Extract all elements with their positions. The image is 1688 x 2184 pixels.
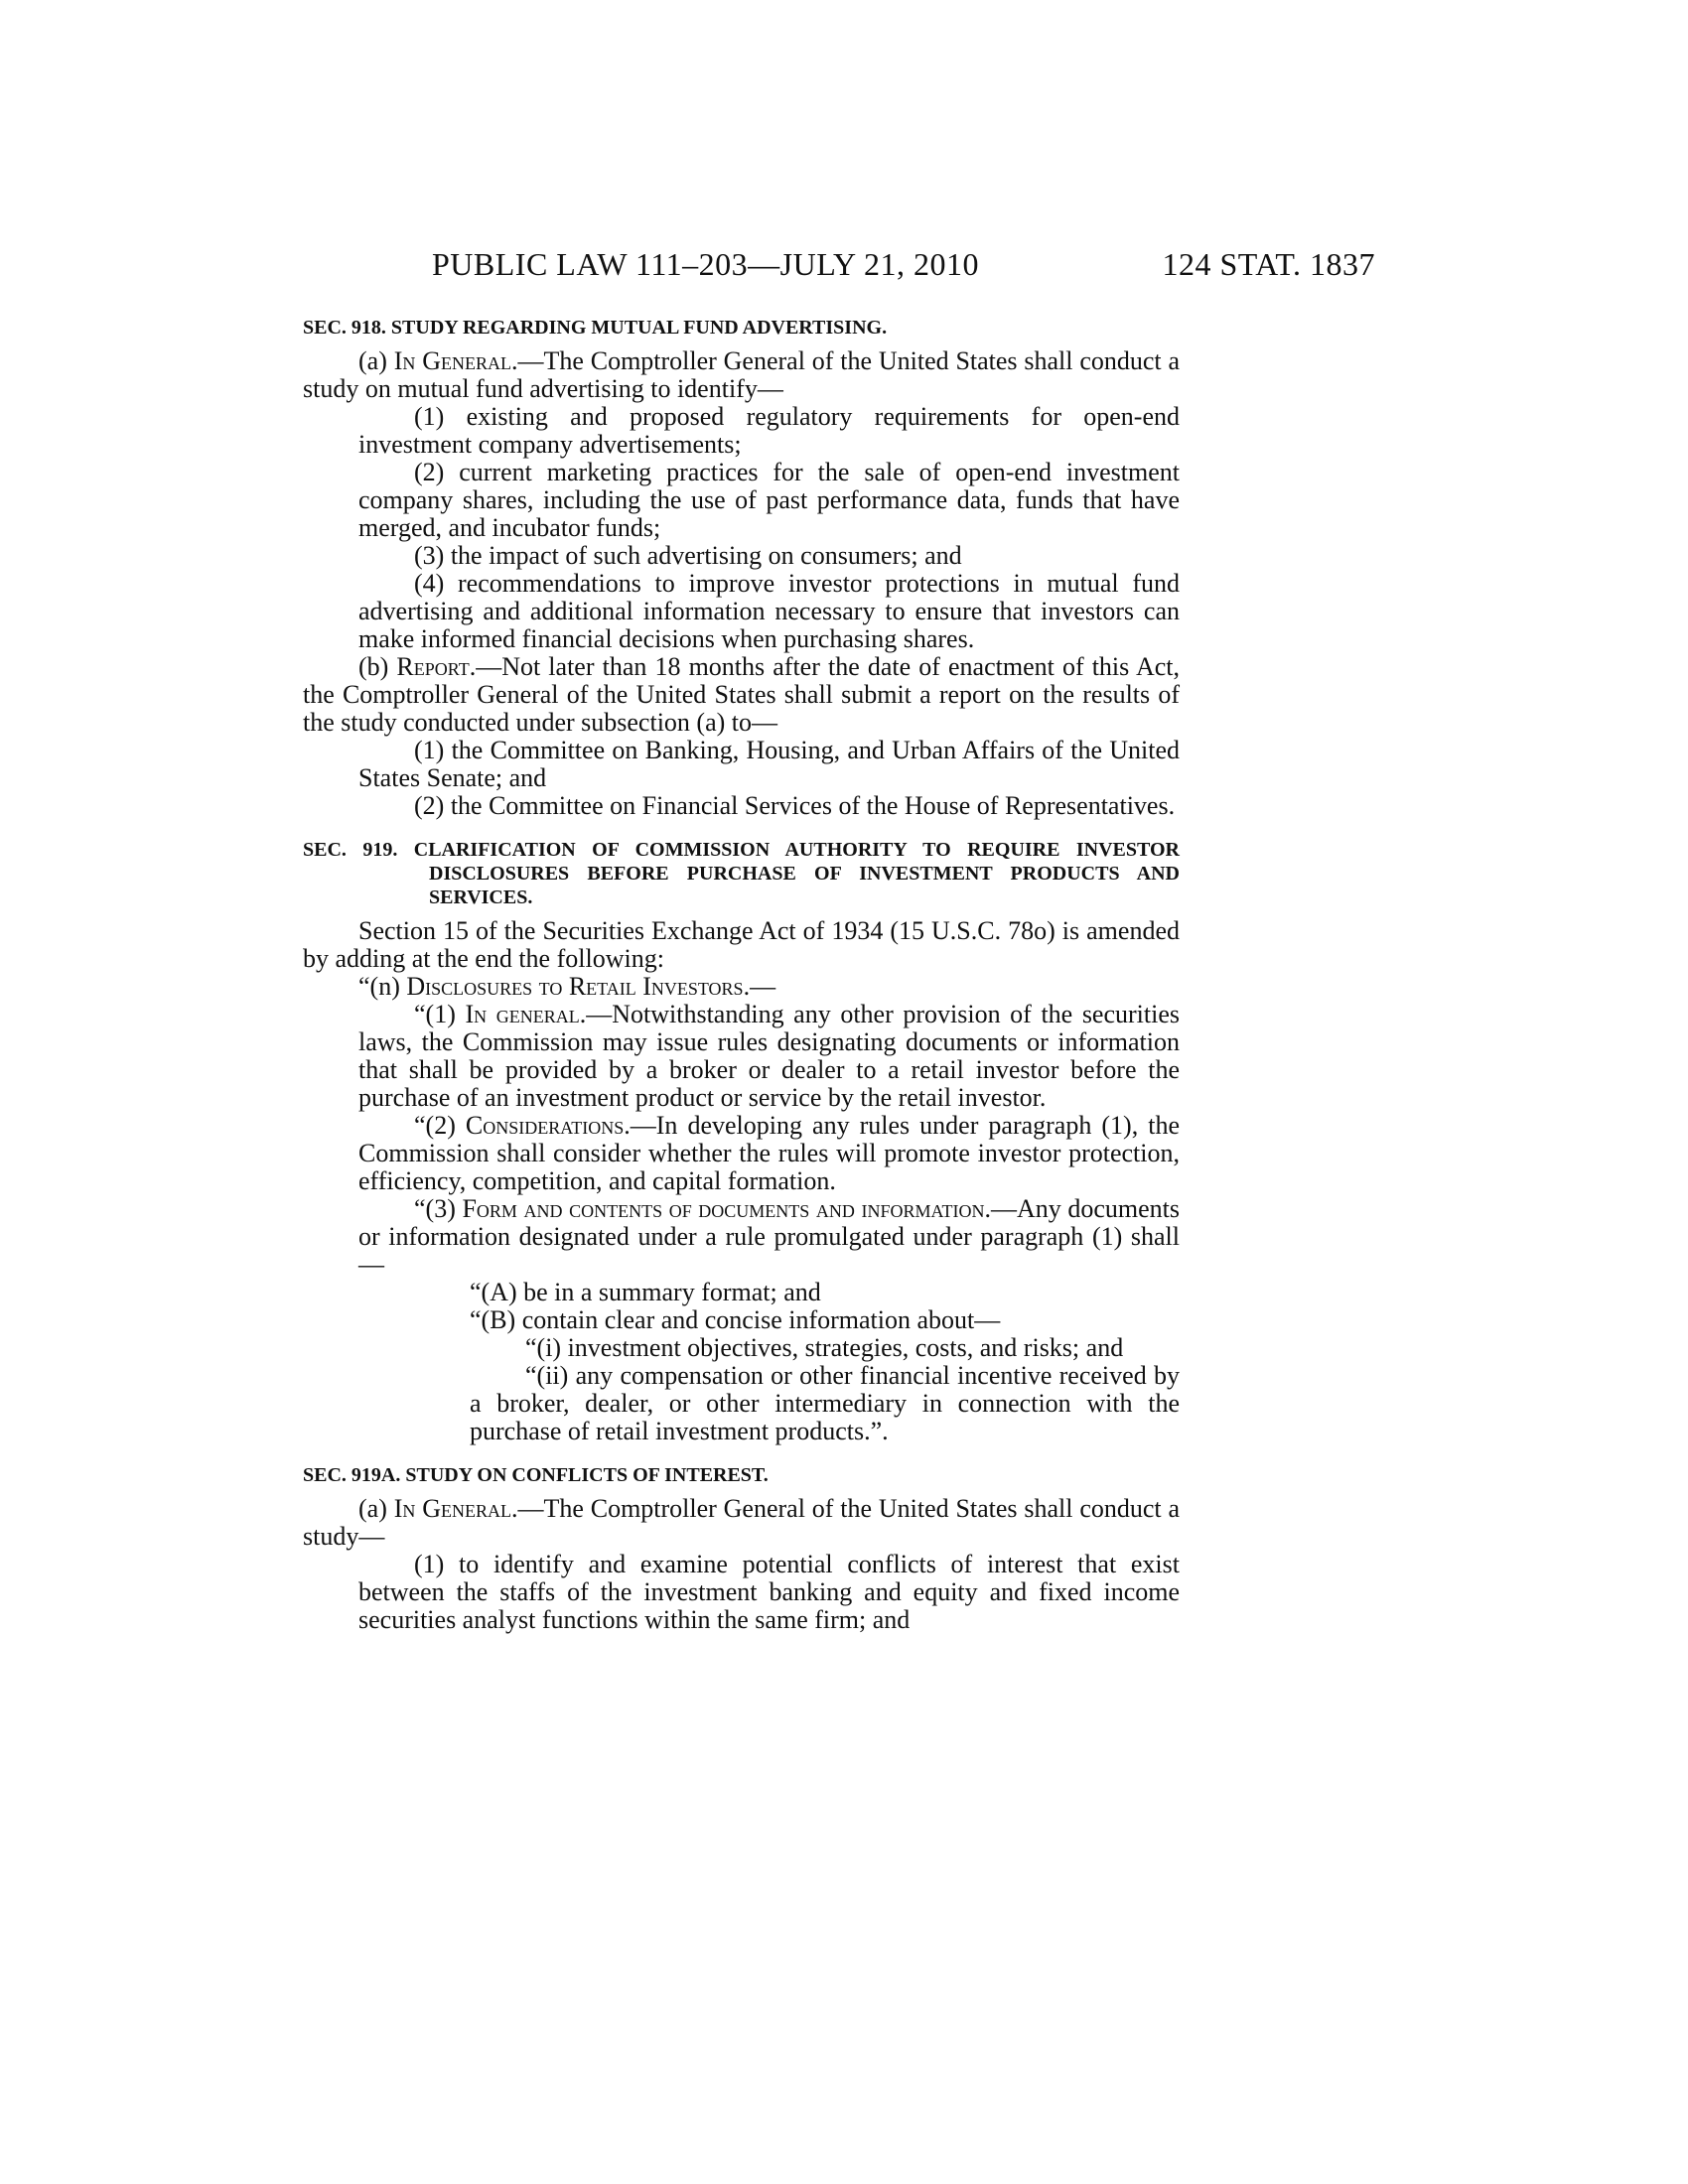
subsection-label: (b)	[358, 652, 397, 681]
section-918-subsection-a	[303, 347, 1180, 403]
section-919-n	[303, 973, 1180, 1001]
running-head-title: PUBLIC LAW 111–203—JULY 21, 2010	[432, 246, 979, 282]
paragraph-label: “(n)	[358, 972, 407, 1001]
section-919-intro: Section 15 of the Securities Exchange Act of 1934 (15 U.S.C. 78o) is amended by adding at the end the following:	[303, 916, 1180, 973]
section-918-a-item-3: (3) the impact of such advertising on consumers; and	[414, 541, 962, 570]
section-919-n-1	[303, 1001, 1180, 1112]
subsection-text: .—The Comptroller General of the United States shall conduct a study—	[303, 1494, 1180, 1551]
paragraph-caption: In general	[465, 1000, 580, 1028]
subsection-text: .—The Comptroller General of the United States shall conduct a study on mutual fund advertising to identify—	[303, 346, 1180, 403]
paragraph-caption: Form and contents of documents and information	[462, 1194, 985, 1223]
paragraph-text: .—Notwithstanding any other provision of the securities laws, the Commission may issue rules designating documents or information that shall be provided by a broker or dealer to a retail investor before the purchase of an investment product or service by the retail investor.	[358, 1000, 1181, 1112]
section-918-b-item-2: (2) the Committee on Financial Services of the House of Representatives.	[414, 791, 1176, 820]
section-919-n-3-B: “(B) contain clear and concise information about—	[470, 1305, 1001, 1334]
paragraph-caption: Considerations	[465, 1111, 625, 1140]
paragraph-caption: Disclosures to Retail Investors	[406, 972, 744, 1001]
subsection-caption: Report	[396, 652, 470, 681]
running-head	[303, 246, 1375, 286]
section-919-n-3-B-ii: “(ii) any compensation or other financial incentive received by a broker, dealer, or other intermediary in connection with the purchase of retail investment products.”.	[470, 1361, 1180, 1445]
section-919A-a-item-1: (1) to identify and examine potential conflicts of interest that exist between the staffs of the investment banking and equity and fixed income securities analyst functions within the same firm; and	[358, 1550, 1180, 1634]
subsection-text: .—Not later than 18 months after the date of enactment of this Act, the Comptroller General of the United States shall submit a report on the results of the study conducted under subsection (a) to—	[303, 652, 1180, 737]
section-919-heading: SEC. 919. CLARIFICATION OF COMMISSION AUTHORITY TO REQUIRE INVESTOR DISCLOSURES BEFORE PURCHASE OF INVESTMENT PRODUCTS AND SERVICES.	[303, 839, 1180, 908]
section-919A-heading: SEC. 919A. STUDY ON CONFLICTS OF INTEREST.	[303, 1464, 769, 1486]
section-919-n-3-A: “(A) be in a summary format; and	[470, 1278, 821, 1306]
section-918-subsection-b	[303, 653, 1180, 737]
paragraph-tail: .—	[743, 972, 776, 1001]
section-918-a-item-2: (2) current marketing practices for the sale of open-end investment company shares, including the use of past performance data, funds that have merged, and incubator funds;	[358, 458, 1180, 542]
paragraph-label: “(3)	[414, 1194, 463, 1223]
section-919-n-2	[303, 1112, 1180, 1195]
section-919-n-3-B-i: “(i) investment objectives, strategies, costs, and risks; and	[525, 1333, 1124, 1362]
section-918-a-item-1: (1) existing and proposed regulatory requirements for open-end investment company advertisements;	[358, 402, 1180, 459]
paragraph-text: .—In developing any rules under paragraph (1), the Commission shall consider whether the rules will promote investor protection, efficiency, competition, and capital formation.	[358, 1111, 1181, 1195]
paragraph-label: “(2)	[414, 1111, 466, 1140]
paragraph-text: .—Any documents or information designated under a rule promulgated under paragraph (1) shall—	[358, 1194, 1180, 1279]
document-body	[303, 316, 1180, 1634]
paragraph-label: “(1)	[414, 1000, 466, 1028]
section-918-b-item-1: (1) the Committee on Banking, Housing, and Urban Affairs of the United States Senate; and	[358, 736, 1180, 792]
section-918-a-item-4: (4) recommendations to improve investor protections in mutual fund advertising and additional information necessary to ensure that investors can make informed financial decisions when purchasing shares.	[358, 569, 1180, 653]
section-918-heading: SEC. 918. STUDY REGARDING MUTUAL FUND ADVERTISING.	[303, 317, 888, 339]
section-919A-subsection-a	[303, 1495, 1180, 1551]
subsection-label: (a)	[358, 346, 394, 375]
running-head-stat-page: 124 STAT. 1837	[1162, 246, 1375, 282]
subsection-caption: In General	[393, 1494, 511, 1523]
subsection-label: (a)	[358, 1494, 394, 1523]
section-919-n-3	[303, 1195, 1180, 1279]
subsection-caption: In General	[393, 346, 511, 375]
